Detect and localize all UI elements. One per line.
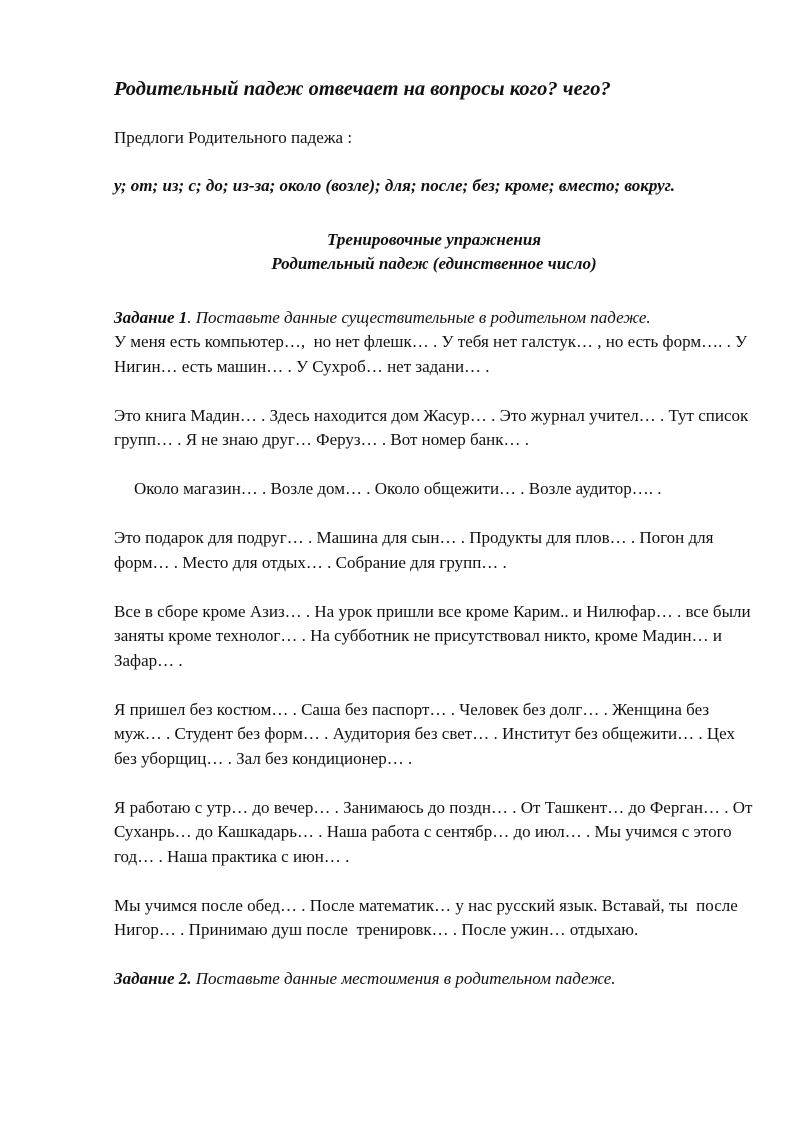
exercise-paragraph: Это книга Мадин… . Здесь находится дом Жасур… . Это журнал учител… . Тут список групп… . Я не знаю друг… Феруз… . Вот номер банк… . (114, 405, 753, 449)
document-page (114, 76, 757, 991)
prepositions-list: у; от; из; с; до; из-за; около (возле); для; после; без; кроме; вместо; вокруг. (114, 176, 675, 195)
task-1-instruction: . Поставьте данные существительные в родительном падеже. (187, 308, 651, 327)
section-title: Тренировочные упражнения (326, 230, 542, 249)
task-2-instruction: Поставьте данные местоимения в родительном падеже. (191, 968, 616, 988)
task-1-label: Задание 1 (114, 308, 188, 327)
page-heading: Родительный падеж отвечает на вопросы кого? чего? (114, 78, 611, 100)
exercise-paragraph: Мы учимся после обед… . После математик… у нас русский язык. Вставай, ты после Нигор… . Принимаю душ после тренировк… . После ужин… отдыхаю. (114, 895, 743, 939)
section-titles (114, 228, 754, 276)
prepositions-label: Предлоги Родительного падежа : (114, 128, 353, 147)
task-2-heading (114, 967, 754, 991)
task-2-label: Задание 2. (114, 968, 192, 988)
exercise-paragraph: Я работаю с утр… до вечер… . Занимаюсь до поздн… . От Ташкент… до Ферган… . От Суханрь… до Кашкадарь… . Наша работа с сентябр… до июл… . Мы учимся с этого год… . Наша практика с июн… . (114, 797, 757, 866)
section-subtitle: Родительный падеж (единственное число) (271, 254, 597, 273)
exercise-paragraph: У меня есть компьютер…, но нет флешк… . У тебя нет галстук… , но есть форм…. . У Нигин… есть машин… . У Сухроб… нет задани… . (114, 332, 752, 376)
task-1-heading (114, 306, 754, 330)
exercise-paragraph: Все в сборе кроме Азиз… . На урок пришли все кроме Карим.. и Нилюфар… . все были заняты кроме технолог… . На субботник не присутствовал никто, кроме Мадин… и Зафар… . (114, 601, 755, 670)
exercise-paragraph: Это подарок для подруг… . Машина для сын… . Продукты для плов… . Погон для форм… . Место для отдых… . Собрание для групп… . (114, 528, 718, 572)
exercise-paragraph: Я пришел без костюм… . Саша без паспорт… . Человек без долг… . Женщина без муж… . Студент без форм… . Аудитория без свет… . Институт без общежити… . Цех без уборщиц… . Зал без кондиционер… . (114, 699, 740, 768)
exercise-paragraph: Около магазин… . Возле дом… . Около общежити… . Возле аудитор…. . (134, 479, 662, 498)
